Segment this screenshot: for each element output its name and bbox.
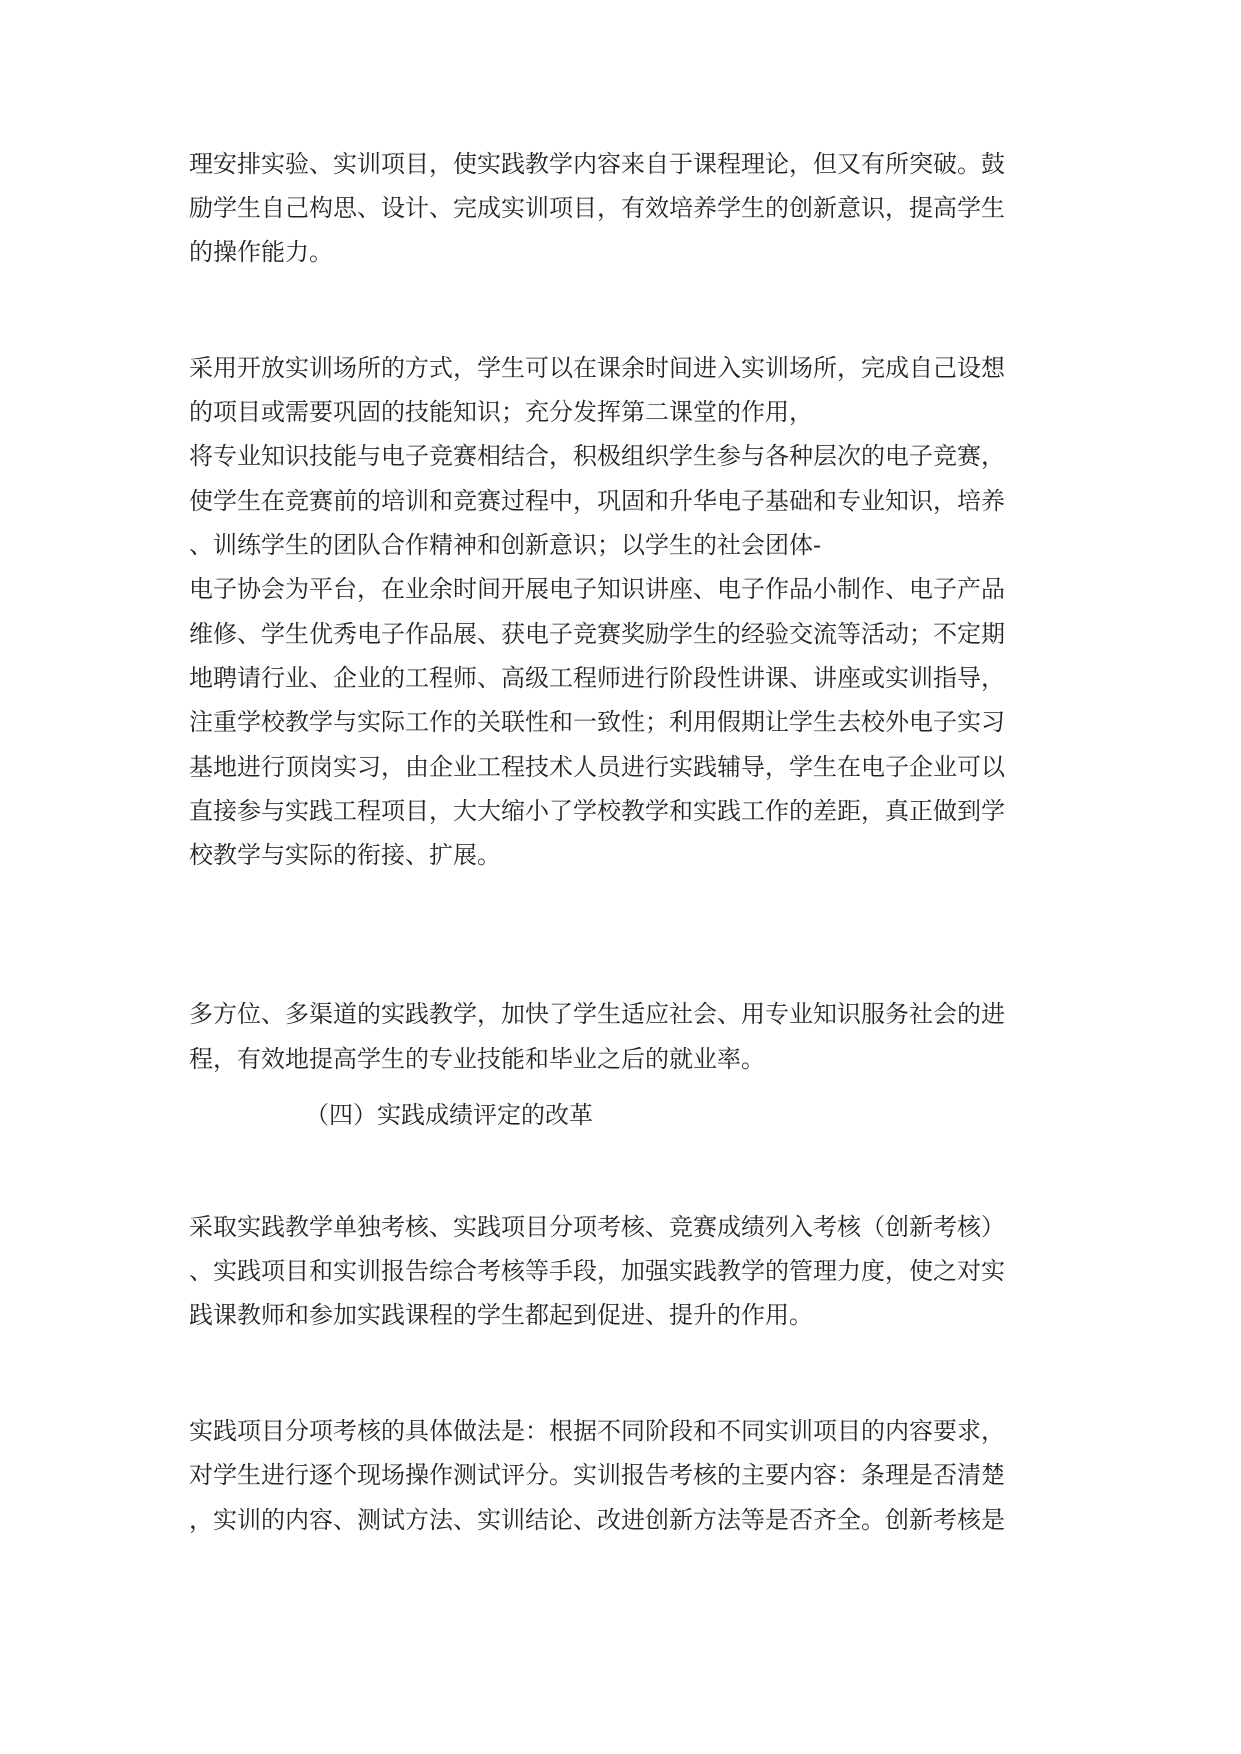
- body-text-line: 践课教师和参加实践课程的学生都起到促进、提升的作用。: [189, 1301, 813, 1329]
- body-text-line: 励学生自己构思、设计、完成实训项目，有效培养学生的创新意识，提高学生: [189, 194, 1005, 222]
- body-text-line: 实践项目分项考核的具体做法是：根据不同阶段和不同实训项目的内容要求，: [189, 1417, 1005, 1445]
- body-text-line: 对学生进行逐个现场操作测试评分。实训报告考核的主要内容：条理是否清楚: [189, 1461, 1005, 1489]
- body-text-line: 校教学与实际的衔接、扩展。: [189, 841, 501, 869]
- body-text-line: 、训练学生的团队合作精神和创新意识；以学生的社会团体-: [189, 531, 822, 559]
- body-text-line: 维修、学生优秀电子作品展、获电子竞赛奖励学生的经验交流等活动；不定期: [189, 620, 1005, 648]
- body-text-line: 采取实践教学单独考核、实践项目分项考核、竞赛成绩列入考核（创新考核）: [189, 1213, 1005, 1241]
- body-text-line: 采用开放实训场所的方式，学生可以在课余时间进入实训场所，完成自己设想: [189, 354, 1005, 382]
- body-text-line: 的操作能力。: [189, 238, 333, 266]
- body-text-line: 、实践项目和实训报告综合考核等手段，加强实践教学的管理力度，使之对实: [189, 1257, 1005, 1285]
- section-heading: （四）实践成绩评定的改革: [305, 1101, 593, 1129]
- body-text-line: 电子协会为平台，在业余时间开展电子知识讲座、电子作品小制作、电子产品: [189, 575, 1005, 603]
- body-text-line: 直接参与实践工程项目，大大缩小了学校教学和实践工作的差距，真正做到学: [189, 797, 1005, 825]
- body-text-line: 多方位、多渠道的实践教学，加快了学生适应社会、用专业知识服务社会的进: [189, 1000, 1005, 1028]
- body-text-line: ，实训的内容、测试方法、实训结论、改进创新方法等是否齐全。创新考核是: [189, 1506, 1005, 1534]
- body-text-line: 注重学校教学与实际工作的关联性和一致性；利用假期让学生去校外电子实习: [189, 708, 1005, 736]
- body-text-line: 程，有效地提高学生的专业技能和毕业之后的就业率。: [189, 1045, 765, 1073]
- body-text-line: 的项目或需要巩固的技能知识；充分发挥第二课堂的作用，: [189, 398, 813, 426]
- body-text-line: 基地进行顶岗实习，由企业工程技术人员进行实践辅导，学生在电子企业可以: [189, 753, 1005, 781]
- body-text-line: 使学生在竞赛前的培训和竞赛过程中，巩固和升华电子基础和专业知识，培养: [189, 487, 1005, 515]
- body-text-line: 地聘请行业、企业的工程师、高级工程师进行阶段性讲课、讲座或实训指导，: [189, 664, 1005, 692]
- body-text-line: 将专业知识技能与电子竞赛相结合，积极组织学生参与各种层次的电子竞赛，: [189, 442, 1005, 470]
- body-text-line: 理安排实验、实训项目，使实践教学内容来自于课程理论，但又有所突破。鼓: [189, 150, 1005, 178]
